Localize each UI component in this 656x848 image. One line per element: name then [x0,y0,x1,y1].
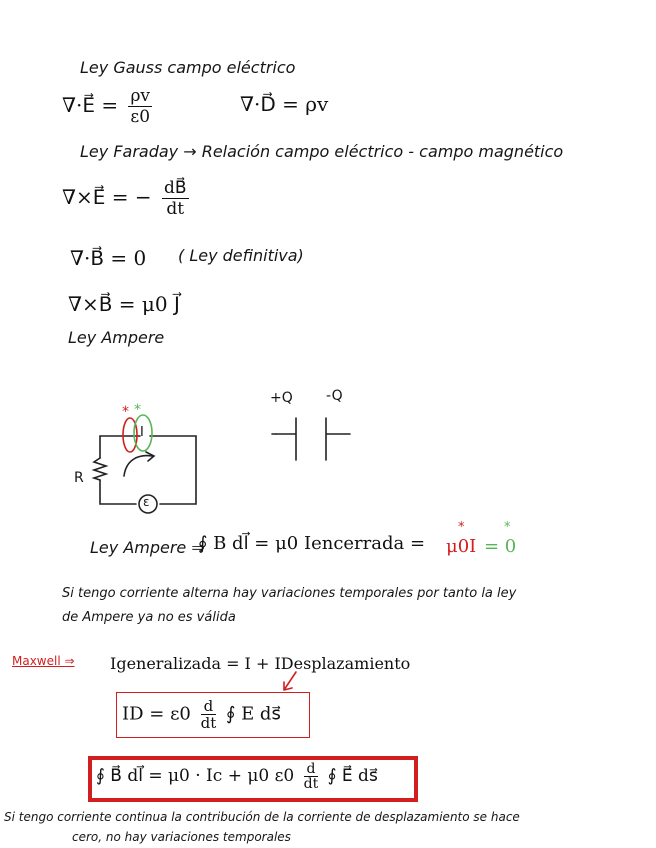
gauss-title: Ley Gauss campo eléctrico [80,58,296,77]
current-label: I [140,425,144,440]
box2-rhs: ∮ E⃗ ds⃗ [327,766,378,786]
generalized-current: Igeneralizada = I + IDesplazamiento [110,654,411,673]
box2-den: dt [303,776,319,792]
red-star-mark: * [122,404,129,420]
capacitor-plus-label: +Q [270,390,293,406]
box2-num: d [304,762,319,777]
ampere-green-term: = 0 [484,536,517,557]
box1-lhs: ID = ε0 [122,703,191,725]
gauss-eq-lhs: ∇·E⃗ = [62,93,119,117]
box1-fraction [201,698,217,731]
gauss-eq-num: ρv [130,86,151,106]
faraday-eq-den: dt [166,199,185,219]
ampere-red-term: μ0I [446,536,477,557]
ampere-title: Ley Ampere [68,328,165,347]
faraday-eq-lhs: ∇×E⃗ = − [62,185,152,209]
green-star-mark: * [134,402,141,418]
gauss-magnetic-equation: ∇·B⃗ = 0 [70,246,147,270]
box1-den: dt [200,714,217,732]
source-label: ε [143,495,150,509]
ampere-green-star: * [504,520,511,535]
gauss-d-equation: ∇·D⃗ = ρv [240,92,329,116]
ampere-law-label: Ley Ampere ⇒ [90,538,205,557]
displacement-current-equation [122,698,281,731]
note2-line2: cero, no hay variaciones temporales [72,830,291,844]
faraday-title: Ley Faraday → Relación campo eléctrico - campo magnético [80,142,564,161]
note1-line2: de Ampere ya no es válida [62,610,236,625]
maxwell-label: Maxwell ⇒ [12,654,75,668]
box2-lhs: ∮ B⃗ dl⃗ = μ0 · Ic + μ0 ε0 [96,766,295,786]
ampere-maxwell-equation [96,762,378,791]
note1-line1: Si tengo corriente alterna hay variaciones temporales por tanto la ley [62,586,517,601]
ampere-integral: ∮ B dl⃗ = μ0 Iencerrada = [198,533,426,554]
gauss-magnetic-note: ( Ley definitiva) [178,246,304,265]
ampere-red-star: * [458,520,465,535]
ampere-curl-equation: ∇×B⃗ = μ0 J⃗ [68,292,180,316]
box2-fraction [304,762,319,791]
box1-num: d [201,698,217,715]
note2-line1: Si tengo corriente continua la contribución de la corriente de desplazamiento se hace [4,810,520,824]
faraday-eq-num: dB⃗ [163,178,187,198]
box1-rhs: ∮ E ds⃗ [225,703,281,725]
gauss-eq-den: ε0 [130,107,151,127]
capacitor-minus-label: -Q [326,388,343,404]
resistor-label: R [74,470,84,486]
